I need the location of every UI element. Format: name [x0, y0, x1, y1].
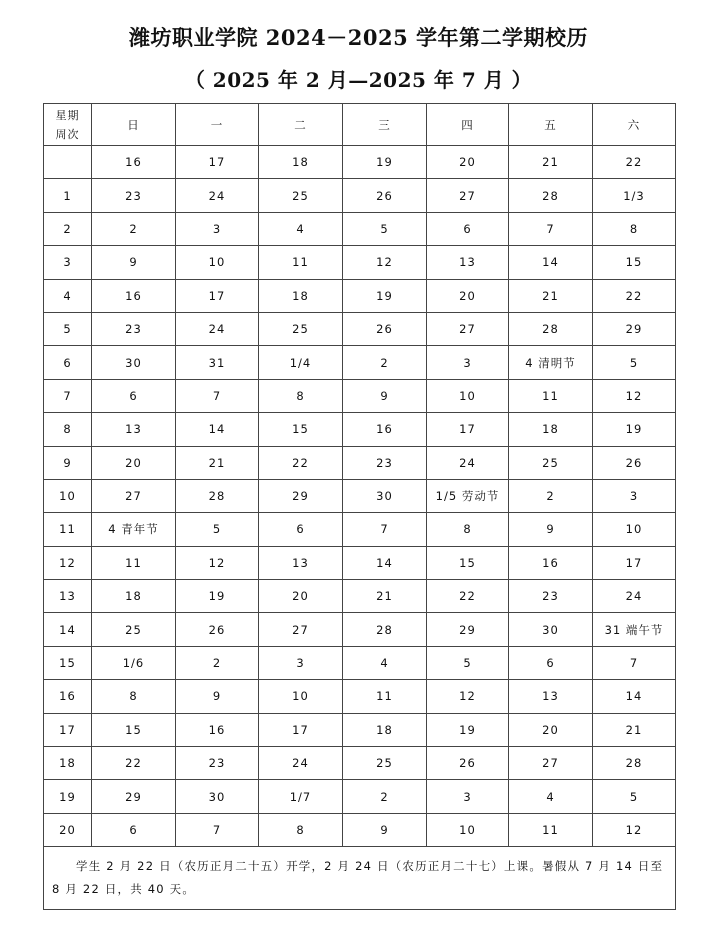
- week-row: [44, 346, 676, 379]
- calendar-body: [44, 146, 676, 847]
- date-cell: 21: [593, 713, 676, 746]
- date-cell: 2: [509, 479, 593, 512]
- date-cell: 4 青年节: [92, 513, 176, 546]
- date-cell: 6: [259, 513, 343, 546]
- header-row: [44, 104, 676, 146]
- date-cell: 15: [427, 546, 509, 579]
- date-cell: 25: [92, 613, 176, 646]
- date-cell: 7: [176, 379, 259, 412]
- date-cell: 9: [176, 680, 259, 713]
- weekday-tue: 二: [259, 104, 343, 146]
- week-number-cell: 12: [44, 546, 92, 579]
- week-number-cell: 3: [44, 246, 92, 279]
- date-cell: 13: [509, 680, 593, 713]
- date-cell: 5: [176, 513, 259, 546]
- week-row: [44, 279, 676, 312]
- date-cell: 28: [593, 747, 676, 780]
- date-cell: 14: [509, 246, 593, 279]
- date-cell: 18: [259, 279, 343, 312]
- week-row: [44, 580, 676, 613]
- date-cell: 20: [509, 713, 593, 746]
- week-number-cell: 9: [44, 446, 92, 479]
- calendar-note-cell: [44, 847, 676, 910]
- date-cell: 30: [92, 346, 176, 379]
- date-cell: 26: [593, 446, 676, 479]
- week-row: [44, 680, 676, 713]
- date-cell: 13: [92, 413, 176, 446]
- date-cell: 26: [343, 179, 427, 212]
- date-cell: 30: [176, 780, 259, 813]
- date-cell: 9: [92, 246, 176, 279]
- date-cell: 18: [343, 713, 427, 746]
- date-cell: 16: [92, 279, 176, 312]
- week-number-cell: 4: [44, 279, 92, 312]
- date-cell: 2: [92, 212, 176, 245]
- date-cell: 31: [176, 346, 259, 379]
- date-cell: 17: [259, 713, 343, 746]
- date-cell: 15: [92, 713, 176, 746]
- date-cell: 3: [593, 479, 676, 512]
- week-number-cell: 10: [44, 479, 92, 512]
- date-cell: 3: [259, 646, 343, 679]
- date-cell: 23: [176, 747, 259, 780]
- date-cell: 24: [176, 312, 259, 345]
- date-cell: 10: [427, 813, 509, 846]
- date-cell: 8: [427, 513, 509, 546]
- date-cell: 7: [176, 813, 259, 846]
- date-cell: 20: [427, 146, 509, 179]
- date-cell: 22: [593, 279, 676, 312]
- week-number-cell: [44, 146, 92, 179]
- date-cell: 18: [259, 146, 343, 179]
- week-number-cell: 18: [44, 747, 92, 780]
- weekday-mon: 一: [176, 104, 259, 146]
- date-cell: 5: [593, 346, 676, 379]
- date-cell: 19: [427, 713, 509, 746]
- date-cell: 3: [176, 212, 259, 245]
- date-cell: 10: [176, 246, 259, 279]
- date-cell: 20: [259, 580, 343, 613]
- date-cell: 26: [427, 747, 509, 780]
- date-cell: 3: [427, 346, 509, 379]
- date-cell: 24: [259, 747, 343, 780]
- date-cell: 12: [593, 379, 676, 412]
- date-cell: 25: [259, 179, 343, 212]
- date-cell: 5: [593, 780, 676, 813]
- date-cell: 26: [176, 613, 259, 646]
- date-cell: 6: [427, 212, 509, 245]
- date-cell: 11: [92, 546, 176, 579]
- date-cell: 12: [343, 246, 427, 279]
- date-cell: 12: [427, 680, 509, 713]
- date-cell: 17: [427, 413, 509, 446]
- date-cell: 4: [343, 646, 427, 679]
- week-number-cell: 17: [44, 713, 92, 746]
- date-cell: 17: [176, 146, 259, 179]
- week-number-cell: 11: [44, 513, 92, 546]
- date-cell: 22: [92, 747, 176, 780]
- date-cell: 8: [259, 379, 343, 412]
- date-cell: 11: [509, 813, 593, 846]
- week-row: [44, 179, 676, 212]
- date-cell: 11: [509, 379, 593, 412]
- date-cell: 3: [427, 780, 509, 813]
- corner-weekday-label: 星期: [55, 108, 80, 122]
- week-row: [44, 446, 676, 479]
- date-cell: 30: [343, 479, 427, 512]
- date-cell: 22: [259, 446, 343, 479]
- date-cell: 14: [176, 413, 259, 446]
- week-number-cell: 19: [44, 780, 92, 813]
- date-cell: 7: [343, 513, 427, 546]
- date-cell: 19: [343, 279, 427, 312]
- week-number-cell: 1: [44, 179, 92, 212]
- date-cell: 24: [176, 179, 259, 212]
- date-cell: 7: [509, 212, 593, 245]
- date-cell: 29: [92, 780, 176, 813]
- date-cell: 8: [259, 813, 343, 846]
- date-cell: 9: [343, 379, 427, 412]
- date-cell: 28: [509, 312, 593, 345]
- date-cell: 15: [593, 246, 676, 279]
- date-cell: 25: [509, 446, 593, 479]
- weekday-wed: 三: [343, 104, 427, 146]
- date-cell: 25: [343, 747, 427, 780]
- date-cell: 5: [343, 212, 427, 245]
- date-cell: 23: [343, 446, 427, 479]
- date-cell: 21: [509, 146, 593, 179]
- date-cell: 27: [259, 613, 343, 646]
- date-cell: 19: [176, 580, 259, 613]
- note-row: [44, 847, 676, 910]
- week-row: [44, 546, 676, 579]
- weekday-fri: 五: [509, 104, 593, 146]
- date-cell: 1/3: [593, 179, 676, 212]
- week-row: [44, 513, 676, 546]
- weekday-sat: 六: [593, 104, 676, 146]
- week-row: [44, 479, 676, 512]
- date-cell: 13: [427, 246, 509, 279]
- date-cell: 28: [509, 179, 593, 212]
- week-row: [44, 780, 676, 813]
- date-cell: 20: [92, 446, 176, 479]
- week-number-cell: 20: [44, 813, 92, 846]
- date-cell: 16: [176, 713, 259, 746]
- week-number-cell: 2: [44, 212, 92, 245]
- week-row: [44, 747, 676, 780]
- week-row: [44, 212, 676, 245]
- calendar-note: 学生 2 月 22 日（农历正月二十五）开学，2 月 24 日（农历正月二十七）上课。暑假从 7 月 14 日至 8 月 22 日，共 40 天。: [52, 859, 664, 897]
- date-cell: 14: [343, 546, 427, 579]
- date-cell: 29: [593, 312, 676, 345]
- week-row: [44, 713, 676, 746]
- date-cell: 17: [176, 279, 259, 312]
- date-cell: 2: [343, 346, 427, 379]
- date-cell: 13: [259, 546, 343, 579]
- date-cell: 2: [343, 780, 427, 813]
- week-row: [44, 813, 676, 846]
- date-cell: 23: [92, 179, 176, 212]
- week-row: [44, 312, 676, 345]
- date-cell: 27: [427, 179, 509, 212]
- date-cell: 20: [427, 279, 509, 312]
- date-cell: 22: [427, 580, 509, 613]
- date-cell: 16: [509, 546, 593, 579]
- date-cell: 11: [343, 680, 427, 713]
- week-row: [44, 613, 676, 646]
- date-cell: 7: [593, 646, 676, 679]
- date-cell: 15: [259, 413, 343, 446]
- date-cell: 19: [593, 413, 676, 446]
- week-row: [44, 146, 676, 179]
- date-cell: 4 清明节: [509, 346, 593, 379]
- date-cell: 23: [509, 580, 593, 613]
- date-cell: 9: [509, 513, 593, 546]
- date-cell: 12: [176, 546, 259, 579]
- date-cell: 1/4: [259, 346, 343, 379]
- week-row: [44, 646, 676, 679]
- date-cell: 9: [343, 813, 427, 846]
- date-cell: 26: [343, 312, 427, 345]
- date-cell: 2: [176, 646, 259, 679]
- date-cell: 1/6: [92, 646, 176, 679]
- date-cell: 8: [92, 680, 176, 713]
- week-number-cell: 5: [44, 312, 92, 345]
- date-cell: 10: [427, 379, 509, 412]
- date-cell: 25: [259, 312, 343, 345]
- school-calendar-table: [43, 103, 676, 910]
- calendar-title: 潍坊职业学院 2024－2025 学年第二学期校历: [128, 25, 588, 50]
- date-cell: 29: [427, 613, 509, 646]
- corner-cell: [44, 104, 92, 146]
- date-cell: 4: [259, 212, 343, 245]
- week-number-cell: 13: [44, 580, 92, 613]
- date-cell: 4: [509, 780, 593, 813]
- date-cell: 6: [509, 646, 593, 679]
- date-cell: 18: [92, 580, 176, 613]
- week-row: [44, 379, 676, 412]
- date-cell: 21: [509, 279, 593, 312]
- week-number-cell: 15: [44, 646, 92, 679]
- date-cell: 18: [509, 413, 593, 446]
- date-cell: 10: [593, 513, 676, 546]
- date-cell: 10: [259, 680, 343, 713]
- week-number-cell: 14: [44, 613, 92, 646]
- date-cell: 27: [92, 479, 176, 512]
- week-row: [44, 413, 676, 446]
- corner-week-label: 周次: [55, 127, 80, 141]
- date-cell: 6: [92, 379, 176, 412]
- date-cell: 21: [176, 446, 259, 479]
- date-cell: 8: [593, 212, 676, 245]
- week-number-cell: 8: [44, 413, 92, 446]
- date-cell: 21: [343, 580, 427, 613]
- date-cell: 29: [259, 479, 343, 512]
- date-cell: 12: [593, 813, 676, 846]
- date-cell: 16: [92, 146, 176, 179]
- date-cell: 24: [593, 580, 676, 613]
- date-cell: 28: [176, 479, 259, 512]
- date-cell: 14: [593, 680, 676, 713]
- date-cell: 5: [427, 646, 509, 679]
- date-cell: 11: [259, 246, 343, 279]
- date-cell: 6: [92, 813, 176, 846]
- date-cell: 22: [593, 146, 676, 179]
- date-cell: 19: [343, 146, 427, 179]
- date-cell: 27: [427, 312, 509, 345]
- week-number-cell: 7: [44, 379, 92, 412]
- date-cell: 1/7: [259, 780, 343, 813]
- date-cell: 1/5 劳动节: [427, 479, 509, 512]
- date-cell: 24: [427, 446, 509, 479]
- date-cell: 17: [593, 546, 676, 579]
- date-cell: 16: [343, 413, 427, 446]
- date-cell: 30: [509, 613, 593, 646]
- weekday-sun: 日: [92, 104, 176, 146]
- calendar-subtitle: （ 2025 年 2 月—2025 年 7 月 ）: [184, 68, 533, 92]
- date-cell: 23: [92, 312, 176, 345]
- weekday-thu: 四: [427, 104, 509, 146]
- date-cell: 31 端午节: [593, 613, 676, 646]
- week-number-cell: 6: [44, 346, 92, 379]
- week-row: [44, 246, 676, 279]
- date-cell: 27: [509, 747, 593, 780]
- date-cell: 28: [343, 613, 427, 646]
- week-number-cell: 16: [44, 680, 92, 713]
